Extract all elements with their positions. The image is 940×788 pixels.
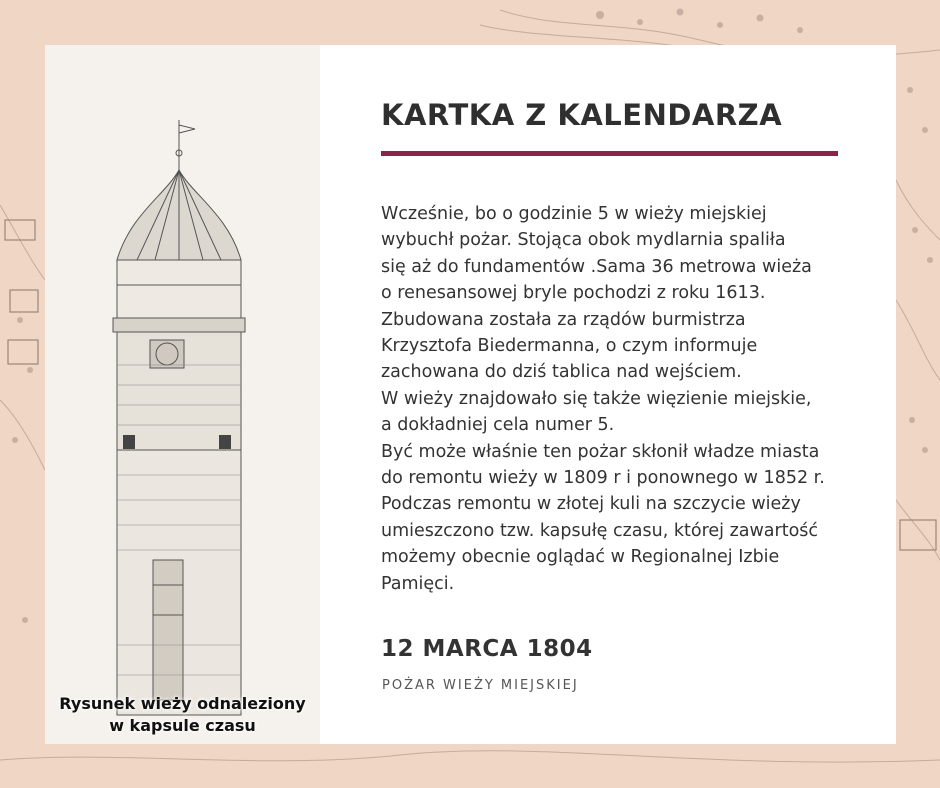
body-line: o renesansowej bryle pochodzi z roku 1613. bbox=[381, 283, 766, 304]
body-line: Być może właśnie ten pożar skłonił władze miasta bbox=[381, 441, 820, 462]
tower-drawing bbox=[45, 45, 320, 744]
event-subtitle: POŻAR WIEŻY MIEJSKIEJ bbox=[382, 678, 579, 693]
body-line: Zbudowana została za rządów burmistrza bbox=[381, 309, 746, 330]
body-line: Pamięci. bbox=[381, 573, 455, 594]
drawing-caption bbox=[45, 693, 320, 737]
caption-line-1: Rysunek wieży odnaleziony bbox=[59, 694, 306, 713]
body-line: W wieży znajdowało się także więzienie miejskie, bbox=[381, 388, 812, 409]
event-date: 12 MARCA 1804 bbox=[381, 636, 593, 662]
body-line: się aż do fundamentów .Sama 36 metrowa wieża bbox=[381, 256, 812, 277]
page-title: KARTKA Z KALENDARZA bbox=[381, 98, 783, 132]
body-line: wybuchł pożar. Stojąca obok mydlarnia spaliła bbox=[381, 230, 786, 251]
title-underline bbox=[381, 151, 838, 156]
body-line: możemy obecnie oglądać w Regionalnej Izbie bbox=[381, 547, 780, 568]
body-line: umieszczono tzw. kapsułę czasu, której zawartość bbox=[381, 520, 819, 541]
tower-drawing-panel bbox=[45, 45, 320, 744]
body-line: Podczas remontu w złotej kuli na szczycie wieży bbox=[381, 494, 801, 515]
body-line: zachowana do dziś tablica nad wejściem. bbox=[381, 362, 742, 383]
caption-line-2: w kapsule czasu bbox=[109, 716, 256, 735]
body-line: a dokładniej cela numer 5. bbox=[381, 415, 615, 436]
article-body bbox=[381, 201, 861, 597]
body-line: Wcześnie, bo o godzinie 5 w wieży miejskiej bbox=[381, 204, 767, 224]
body-line: do remontu wieży w 1809 r i ponownego w 1852 r. bbox=[381, 468, 825, 489]
body-line: Krzysztofa Biedermanna, o czym informuje bbox=[381, 336, 758, 357]
